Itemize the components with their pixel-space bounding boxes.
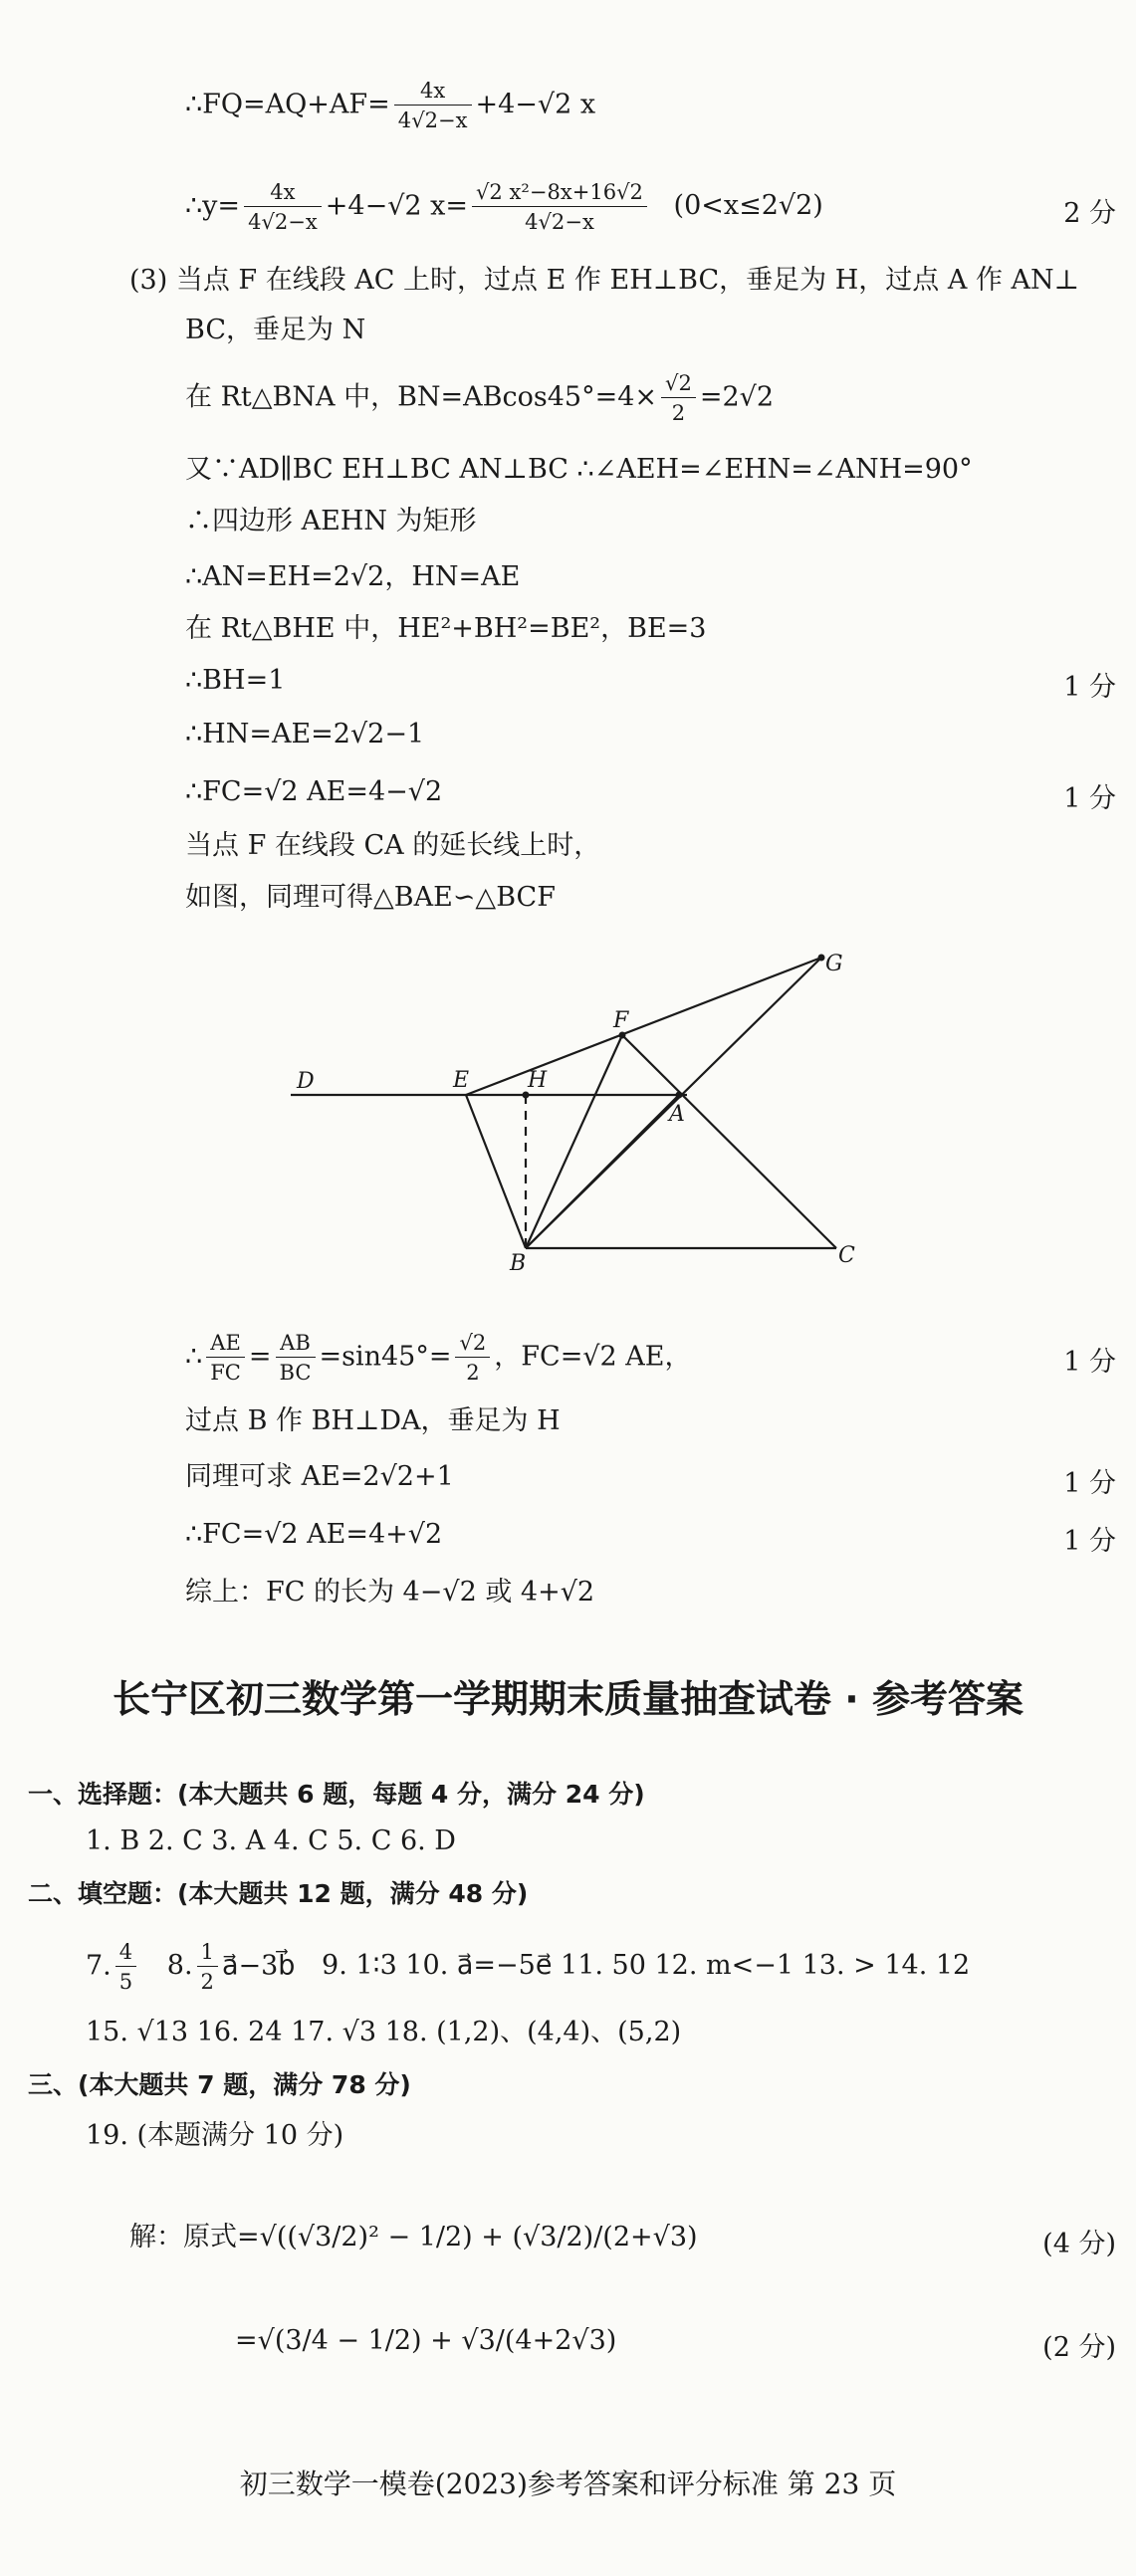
label-D: D: [297, 1069, 315, 1094]
score: 1 分: [1063, 672, 1116, 703]
denominator: 4√2−x: [525, 209, 594, 235]
denominator: 2: [200, 1969, 214, 1995]
formula-y: [185, 179, 823, 235]
numerator: AB: [276, 1330, 316, 1358]
text: +4−√2 x: [475, 89, 596, 120]
fraction: [244, 179, 322, 235]
label-H: H: [528, 1068, 548, 1093]
paragraph: (3) 当点 F 在线段 AC 上时，过点 E 作 EH⊥BC，垂足为 H，过点 A 作 AN⊥: [129, 265, 1080, 296]
numerator: √2 x²−8x+16√2: [472, 179, 647, 207]
score: 1 分: [1063, 783, 1116, 814]
score: 1 分: [1063, 1347, 1116, 1378]
question-heading: 19. (本题满分 10 分): [86, 2120, 344, 2151]
text: a⃗−3b⃗: [221, 1950, 296, 1982]
paragraph: 综上：FC 的长为 4−√2 或 4+√2: [185, 1577, 595, 1608]
numerator: 4x: [394, 78, 472, 106]
point-G: [818, 955, 825, 962]
label-B: B: [510, 1251, 527, 1276]
text: 在 Rt△BNA 中，BN=ABcos45°=4×: [185, 381, 658, 413]
score: 2 分: [1063, 198, 1116, 229]
answers-choice: 1. B 2. C 3. A 4. C 5. C 6. D: [86, 1825, 456, 1856]
text: 解：原式=: [129, 2222, 260, 2253]
solution-line1: [129, 2222, 698, 2254]
text: ∴: [185, 1341, 203, 1373]
paragraph: BC，垂足为 N: [185, 315, 366, 345]
label-G: G: [825, 952, 843, 976]
denominator: 2: [466, 1360, 480, 1386]
text: =sin45°=: [319, 1341, 452, 1373]
fraction: [661, 370, 696, 426]
paragraph: ∴FC=√2 AE=4−√2: [185, 776, 443, 807]
fraction: [206, 1330, 245, 1386]
score: (4 分): [1042, 2229, 1116, 2259]
paragraph: 在 Rt△BHE 中，HE²+BH²=BE²，BE=3: [185, 613, 707, 644]
label-F: F: [613, 1008, 629, 1033]
denominator: 2: [671, 400, 686, 426]
answers-fill-row2: 15. √13 16. 24 17. √3 18. (1,2)、(4,4)、(5,2): [86, 2017, 682, 2047]
answers-fill-row1: [86, 1939, 970, 1995]
label-C: C: [838, 1243, 855, 1268]
text: ∴y=: [185, 190, 241, 222]
label-E: E: [453, 1068, 470, 1093]
paragraph: 如图，同理可得△BAE∽△BCF: [185, 882, 556, 913]
text: 9. 1∶3 10. a⃗=−5e⃗ 11. 50 12. m<−1 13. > 14. 12: [322, 1950, 971, 1982]
paragraph: 当点 F 在线段 CA 的延长线上时，: [185, 830, 601, 861]
text: 7.: [86, 1950, 112, 1982]
numerator: 4x: [244, 179, 322, 207]
section-heading: 三、(本大题共 7 题，满分 78 分): [28, 2070, 411, 2099]
paragraph: ∴BH=1: [185, 665, 286, 696]
score: 1 分: [1063, 1468, 1116, 1499]
paragraph: ∴AN=EH=2√2，HN=AE: [185, 561, 521, 592]
fraction: [276, 1330, 316, 1386]
paragraph: ∴FC=√2 AE=4+√2: [185, 1519, 443, 1550]
denominator: 4√2−x: [397, 107, 468, 133]
formula-bn: [185, 370, 774, 426]
text: ∴FQ=AQ+AF=: [185, 89, 390, 120]
score: (2 分): [1042, 2332, 1116, 2363]
math-expression: √((√3/2)² − 1/2) + (√3/2)/(2+√3): [259, 2222, 698, 2253]
numerator: √2: [455, 1330, 490, 1358]
numerator: 1: [197, 1939, 218, 1967]
text: +4−√2 x=: [325, 190, 469, 222]
label-A: A: [669, 1102, 685, 1127]
fraction: [455, 1330, 490, 1386]
denominator: FC: [210, 1360, 241, 1386]
paragraph: 同理可求 AE=2√2+1: [185, 1461, 454, 1492]
denominator: BC: [279, 1360, 312, 1386]
fraction: [472, 179, 647, 235]
exam-title: 长宁区初三数学第一学期期末质量抽查试卷 · 参考答案: [113, 1677, 1023, 1721]
text: ，FC=√2 AE，: [494, 1341, 692, 1373]
line-FC: [622, 1035, 836, 1248]
fraction: [394, 78, 472, 133]
denominator: 5: [118, 1969, 133, 1995]
geometry-figure: [0, 936, 1136, 1284]
page-footer: 初三数学一模卷(2023)参考答案和评分标准 第 23 页: [239, 2468, 897, 2500]
score: 1 分: [1063, 1526, 1116, 1557]
section-heading: 二、填空题：(本大题共 12 题，满分 48 分): [28, 1879, 529, 1908]
fraction: [197, 1939, 218, 1995]
text: =: [248, 1341, 272, 1373]
paragraph: 又∵AD∥BC EH⊥BC AN⊥BC ∴∠AEH=∠EHN=∠ANH=90°: [185, 454, 973, 485]
paragraph: ∴四边形 AEHN 为矩形: [185, 506, 477, 537]
solution-line2: =√(3/4 − 1/2) + √3/(4+2√3): [235, 2325, 617, 2356]
formula-ratio: [185, 1330, 692, 1386]
numerator: 4: [115, 1939, 136, 1967]
text: 8.: [166, 1950, 193, 1982]
section-heading: 一、选择题：(本大题共 6 题，每题 4 分，满分 24 分): [28, 1780, 645, 1809]
paragraph: 过点 B 作 BH⊥DA，垂足为 H: [185, 1405, 561, 1436]
formula-fq: [185, 78, 595, 133]
fraction: [115, 1939, 136, 1995]
paragraph: ∴HN=AE=2√2−1: [185, 719, 425, 750]
text: =2√2: [699, 381, 775, 413]
domain-condition: (0<x≤2√2): [673, 190, 823, 222]
denominator: 4√2−x: [248, 209, 318, 235]
point-A: [676, 1092, 683, 1099]
numerator: AE: [206, 1330, 245, 1358]
numerator: √2: [661, 370, 696, 398]
line-EG: [466, 958, 821, 1095]
line-EB: [466, 1095, 526, 1248]
